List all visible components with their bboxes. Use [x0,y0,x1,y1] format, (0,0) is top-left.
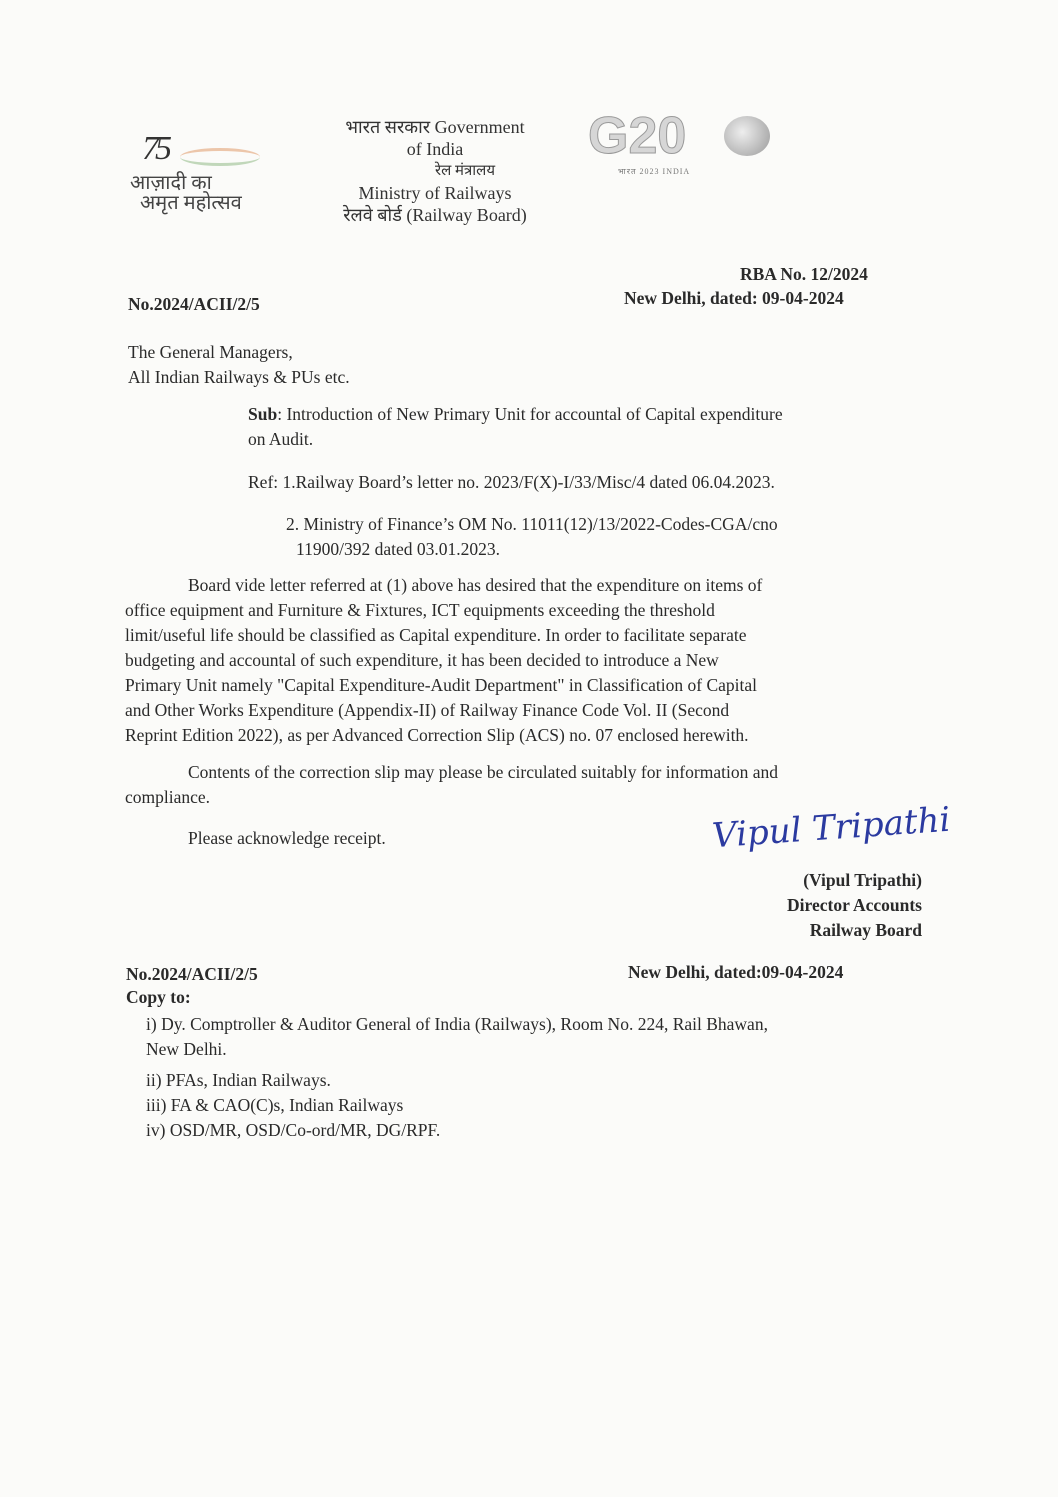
body-paragraph-3: Please acknowledge receipt. [188,828,386,848]
logo-line2: अमृत महोत्सव [140,192,242,214]
copy-date: New Delhi, dated:09-04-2024 [628,962,844,982]
letterhead [300,116,570,226]
subject-line2: on Audit. [248,429,314,449]
subject [248,402,783,452]
copy-to-list [146,1012,768,1143]
addressee-line2: All Indian Railways & PUs etc. [128,367,350,387]
handwritten-signature: Vipul Tripathi [710,799,952,857]
letter-ref-number: No.2024/ACII/2/5 [128,294,260,314]
azadi-ka-amrit-mahotsav-logo [118,130,298,220]
para1-line: budgeting and accountal of such expenditure, it has been decided to introduce a New [125,650,719,670]
para2-line: compliance. [125,787,211,807]
globe-icon [724,116,770,156]
copy-item: New Delhi. [146,1039,227,1059]
letterhead-line1: भारत सरकार Government [345,117,525,137]
body-paragraph-2 [125,760,778,810]
signature-block [787,868,922,943]
logo-line1: आज़ादी का [130,172,212,194]
para1-line: Reprint Edition 2022), as per Advanced Correction Slip (ACS) no. 07 enclosed herewith. [125,725,749,745]
para1-line: limit/useful life should be classified as Capital expenditure. In order to facilitate separate [125,625,747,645]
signatory-name: (Vipul Tripathi) [803,870,922,890]
copy-item: i) Dy. Comptroller & Auditor General of India (Railways), Room No. 224, Rail Bhawan, [146,1014,768,1034]
letterhead-line5: रेलवे बोर्ड (Railway Board) [343,205,527,225]
letterhead-line2: of India [406,139,464,159]
para1-line: Board vide letter referred at (1) above has desired that the expenditure on items of [188,575,763,595]
addressee [128,340,350,390]
letter-date: New Delhi, dated: 09-04-2024 [624,288,844,308]
g20-caption: भारत 2023 INDIA [618,167,691,176]
copy-ref-number: No.2024/ACII/2/5 [126,964,258,984]
copy-item: iii) FA & CAO(C)s, Indian Railways [146,1095,404,1115]
rba-number: RBA No. 12/2024 [740,264,868,284]
copy-item: iv) OSD/MR, OSD/Co-ord/MR, DG/RPF. [146,1120,441,1140]
reference-2 [286,512,778,562]
body-paragraph-1 [125,573,762,748]
subject-label: Sub [248,404,278,424]
copy-item: ii) PFAs, Indian Railways. [146,1070,331,1090]
reference-1: Ref: 1.Railway Board’s letter no. 2023/F(X)-I/33/Misc/4 dated 06.04.2023. [248,472,775,492]
signatory-office: Railway Board [809,920,922,940]
para1-line: Primary Unit namely "Capital Expenditure-Audit Department" in Classification of Capital [125,675,757,695]
copy-to-label: Copy to: [126,987,191,1007]
para1-line: and Other Works Expenditure (Appendix-II) of Railway Finance Code Vol. II (Second [125,700,730,720]
reference-2-line1: 2. Ministry of Finance’s OM No. 11011(12)/13/2022-Codes-CGA/cno [286,514,778,534]
reference-2-line2: 11900/392 dated 03.01.2023. [296,539,500,559]
letterhead-line4: Ministry of Railways [358,183,512,203]
letterhead-line3: रेल मंत्रालय [434,163,496,179]
para1-line: office equipment and Furniture & Fixtures, ICT equipments exceeding the threshold [125,600,715,620]
g20-text: G20 [588,107,687,165]
para2-line: Contents of the correction slip may please be circulated suitably for information and [188,762,778,782]
signatory-designation: Director Accounts [787,895,922,915]
addressee-line1: The General Managers, [128,342,293,362]
g20-logo [588,107,778,182]
logo-flag-waves [180,148,260,166]
subject-line1: : Introduction of New Primary Unit for accountal of Capital expenditure [277,404,783,424]
logo-number: 75 [142,130,168,167]
